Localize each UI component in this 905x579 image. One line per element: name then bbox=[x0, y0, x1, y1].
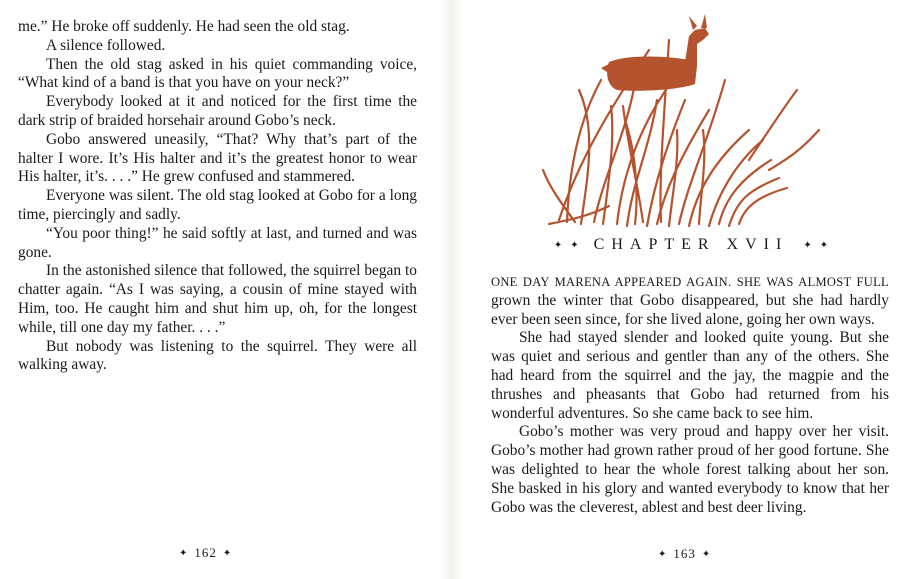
opening-rest: grown the winter that Gobo disappeared, but she had hardly ever been seen since, for she lived alone, going her own ways. bbox=[491, 291, 889, 328]
deer-in-grass-illustration bbox=[539, 10, 839, 232]
ornament-icon: ✦ bbox=[658, 549, 668, 560]
ornament-icon: ✦ bbox=[570, 240, 579, 251]
paragraph: Everybody looked at it and noticed for the first time the dark strip of braided horsehair around Gobo’s neck. bbox=[18, 93, 417, 129]
opening-paragraph bbox=[491, 273, 889, 329]
ornament-icon: ✦ bbox=[803, 240, 812, 251]
left-page-text bbox=[18, 18, 417, 375]
paragraph: Then the old stag asked in his quiet commanding voice, “What kind of a band is that you have on your neck?” bbox=[18, 55, 417, 92]
chapter-heading bbox=[491, 236, 891, 254]
paragraph: “You poor thing!” he said softly at last, and turned and was gone. bbox=[18, 224, 417, 261]
right-page-text bbox=[491, 273, 889, 517]
ornament-icon: ✦ bbox=[819, 240, 829, 251]
page-number bbox=[173, 545, 238, 561]
page-number-value: 163 bbox=[673, 546, 696, 561]
paragraph: But nobody was listening to the squirrel. They were all walking away. bbox=[18, 337, 417, 374]
page-number-value: 162 bbox=[194, 545, 217, 560]
deer-icon bbox=[601, 14, 709, 91]
ornament-icon: ✦ bbox=[701, 549, 712, 560]
chapter-title: CHAPTER XVII bbox=[593, 236, 789, 253]
ornament-icon: ✦ bbox=[179, 548, 189, 559]
page-number bbox=[652, 546, 717, 562]
paragraph: Everyone was silent. The old stag looked at Gobo for a long time, piercingly and sadly. bbox=[18, 187, 417, 223]
opening-lead: ONE DAY MARENA APPEARED AGAIN. SHE WAS ALMOST FULL bbox=[491, 275, 889, 289]
paragraph: me.” He broke off suddenly. He had seen the old stag. bbox=[18, 18, 350, 35]
book-gutter bbox=[440, 0, 462, 579]
paragraph: In the astonished silence that followed, the squirrel began to chatter again. “As I was saying, a cousin of mine stayed with Him, too. He caught him and shut him up, oh, for the longest while, till one day my father. . . .” bbox=[18, 262, 417, 336]
left-page bbox=[0, 0, 440, 579]
ornament-icon: ✦ bbox=[553, 240, 563, 251]
right-page bbox=[462, 0, 905, 579]
paragraph: Gobo’s mother was very proud and happy over her visit. Gobo’s mother had grown rather proud of her good fortune. She was delighted to hear the whole forest talking about her son. She basked in his glory and wanted everybody to know that her Gobo was the cleverest, ablest and best deer living. bbox=[491, 423, 889, 516]
paragraph: A silence followed. bbox=[46, 36, 166, 54]
paragraph: She had stayed slender and looked quite young. But she was quiet and serious and gentler than any of the others. She had heard from the squirrel and the jay, the magpie and the thrushes and pheasants that Gobo had returned from his wonderful adventures. So she came back to see him. bbox=[491, 329, 889, 422]
paragraph: Gobo answered uneasily, “That? Why that’s part of the halter I wore. It’s His halter and it’s the greatest honor to wear His halter, it’s. . . .” He grew confused and stammered. bbox=[18, 130, 417, 186]
ornament-icon: ✦ bbox=[222, 548, 233, 559]
